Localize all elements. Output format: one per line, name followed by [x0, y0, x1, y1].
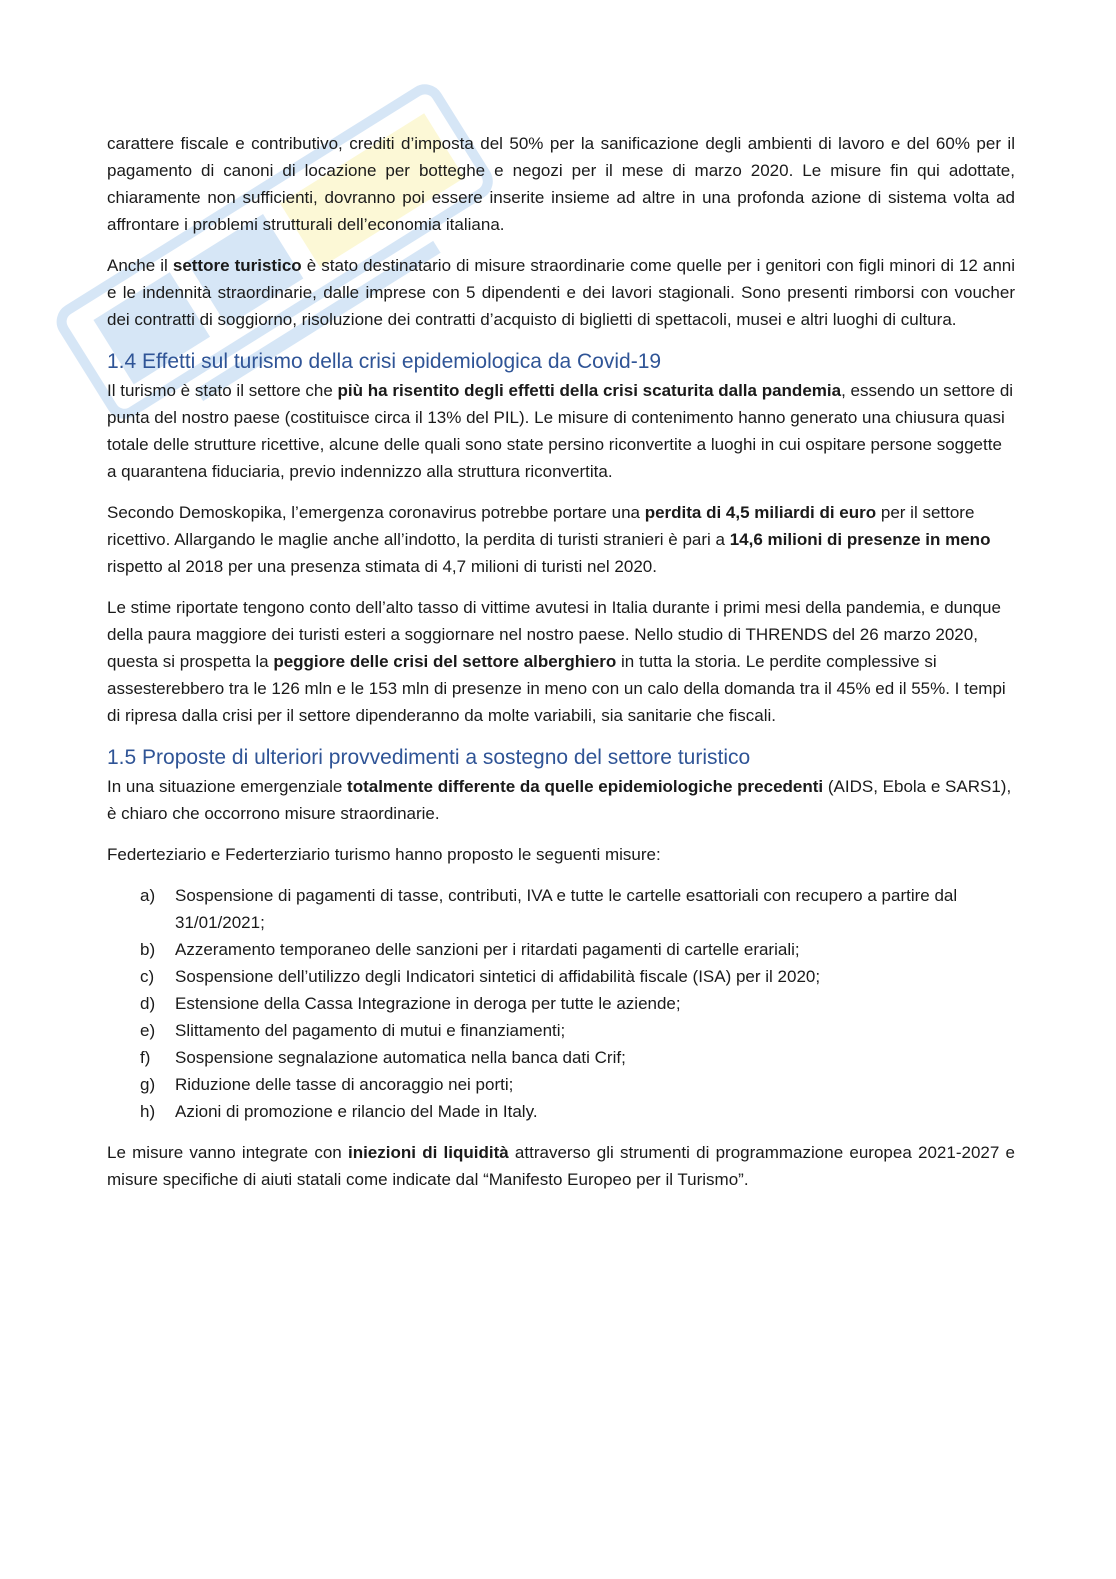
list-item: g) Riduzione delle tasse di ancoraggio nei porti; [140, 1075, 514, 1094]
list-item: f) Sospensione segnalazione automatica nella banca dati Crif; [140, 1048, 626, 1067]
paragraph-settore-turistico: Anche il settore turistico è stato destinatario di misure straordinarie come quelle per i genitori con figli minori di 12 anni e le indennità straordinarie, dalle imprese con 5 dipendenti e dei lavori stagionali. Sono presenti rimborsi con voucher dei contratti di soggiorno, risoluzione dei contratti d’acquisto di biglietti di spettacoli, musei e altri luoghi di cultura. [107, 256, 1015, 329]
paragraph-1-4-c: Le stime riportate tengono conto dell’alto tasso di vittime avutesi in Italia durante i primi mesi della pandemia, e dunque della paura maggiore dei turisti esteri a soggiornare nel nostro paese. Nello studio di THRENDS del 26 marzo 2020, questa si prospetta la peggiore delle crisi del settore alberghiero in tutta la storia. Le perdite complessive si assesterebbero tra le 126 mln e le 153 mln di presenze in meno con un calo della domanda tra il 45% ed il 55%. I tempi di ripresa dalla crisi per il settore dipenderanno da molte variabili, sia sanitarie che fiscali. [107, 598, 1006, 725]
paragraph-1-5-b: Federteziario e Federterziario turismo hanno proposto le seguenti misure: [107, 845, 661, 864]
paragraph-1-5-a: In una situazione emergenziale totalmente differente da quelle epidemiologiche precedenti (AIDS, Ebola e SARS1), è chiaro che occorrono misure straordinarie. [107, 777, 1012, 823]
measures-list [107, 882, 1015, 1125]
paragraph-1-4-a: Il turismo è stato il settore che più ha risentito degli effetti della crisi scaturita dalla pandemia, essendo un settore di punta del nostro paese (costituisce circa il 13% del PIL). Le misure di contenimento hanno generato una chiusura quasi totale delle strutture ricettive, alcune delle quali sono state persino riconvertite a luoghi in cui ospitare persone soggette a quarantena fiduciaria, previo indennizzo alla struttura riconvertita. [107, 381, 1014, 481]
heading-1-5: 1.5 Proposte di ulteriori provvedimenti a sostegno del settore turistico [107, 746, 751, 769]
list-item: c) Sospensione dell’utilizzo degli Indicatori sintetici di affidabilità fiscale (ISA) per il 2020; [140, 967, 821, 986]
list-item: a) Sospensione di pagamenti di tasse, contributi, IVA e tutte le cartelle esattoriali con recupero a partire dal 31/01/2021; [140, 886, 958, 932]
document-page [107, 130, 1015, 1207]
paragraph-1-4-b: Secondo Demoskopika, l’emergenza coronavirus potrebbe portare una perdita di 4,5 miliardi di euro per il settore ricettivo. Allargando le maglie anche all’indotto, la perdita di turisti stranieri è pari a 14,6 milioni di presenze in meno rispetto al 2018 per una presenza stimata di 4,7 milioni di turisti nel 2020. [107, 503, 991, 576]
paragraph-final: Le misure vanno integrate con iniezioni di liquidità attraverso gli strumenti di programmazione europea 2021-2027 e misure specifiche di aiuti statali come indicate dal “Manifesto Europeo per il Turismo”. [107, 1143, 1015, 1189]
paragraph-intro: carattere fiscale e contributivo, crediti d’imposta del 50% per la sanificazione degli ambienti di lavoro e del 60% per il pagamento di canoni di locazione per botteghe e negozi per il mese di marzo 2020. Le misure fin qui adottate, chiaramente non sufficienti, dovranno poi essere inserite insieme ad altre in una profonda azione di sistema volta ad affrontare i problemi strutturali dell’economia italiana. [107, 134, 1015, 234]
list-item: e) Slittamento del pagamento di mutui e finanziamenti; [140, 1021, 566, 1040]
list-item: d) Estensione della Cassa Integrazione in deroga per tutte le aziende; [140, 994, 681, 1013]
list-item: b) Azzeramento temporaneo delle sanzioni per i ritardati pagamenti di cartelle erariali; [140, 940, 800, 959]
heading-1-4: 1.4 Effetti sul turismo della crisi epidemiologica da Covid-19 [107, 350, 662, 373]
list-item: h) Azioni di promozione e rilancio del Made in Italy. [140, 1102, 538, 1121]
